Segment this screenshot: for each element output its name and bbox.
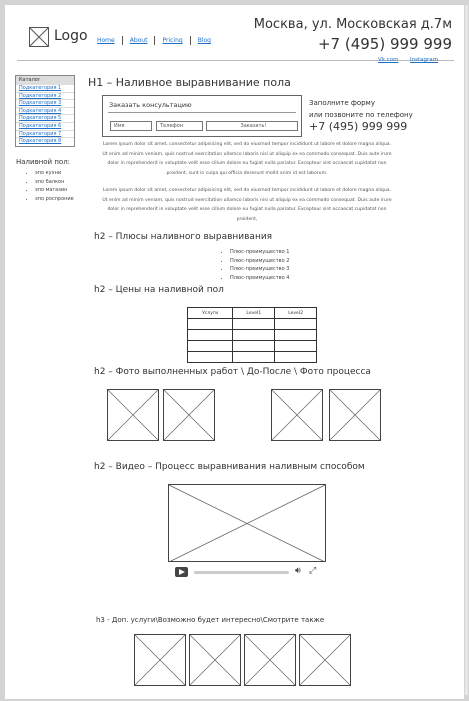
page-title: H1 – Наливное выравнивание пола xyxy=(88,76,291,89)
volume-icon[interactable]: 🔊︎ xyxy=(295,566,301,576)
prices-heading: h2 – Цены на наливной пол xyxy=(94,285,224,295)
sidebar-section-item[interactable]: • эпо кухни xyxy=(35,170,74,179)
plus-item: • Плюс-преимущество 1 xyxy=(230,249,289,258)
sidebar-section-item[interactable]: • эпо роспроние xyxy=(35,196,74,205)
video-progress-bar[interactable] xyxy=(194,571,289,574)
nav-home[interactable]: Home xyxy=(97,37,115,44)
table-header-cell: Level2 xyxy=(275,308,317,319)
header-address: Москва, ул. Московская д.7м xyxy=(253,17,452,32)
table-header-cell: Услуги xyxy=(188,308,233,319)
nav-blog[interactable]: Blog xyxy=(197,37,211,44)
table-cell xyxy=(233,330,275,341)
logo-text[interactable]: Logo xyxy=(54,28,88,44)
photo-placeholder[interactable] xyxy=(271,389,323,441)
related-placeholder[interactable] xyxy=(134,634,186,686)
form-side-text xyxy=(309,97,459,121)
video-controls xyxy=(168,561,326,580)
form-side-line2: или позвоните по телефону xyxy=(309,111,413,119)
text-paragraph-1: Lorem ipsum dolor sit amet, consectetur adipisicing elit, sed do eiusmod tempor incididunt ut labore et dolore magna aliqua. Ut enim ad minim veniam, quis nostrud exercitation ullamco laboris nisi ut aliquip ex ea commodo consequat. Duis aute irure dolor in reprehenderit in voluptate velit esse cillum dolore eu fugiat nulla pariatur. Excepteur sint occaecat cupidatat non proident, sunt in culpa qui officia deserunt mollit anim id est laborum. xyxy=(102,142,392,176)
table-header-cell: Level1 xyxy=(233,308,275,319)
table-cell xyxy=(233,319,275,330)
sidebar-menu-header: Каталог xyxy=(16,76,74,84)
photos-heading: h2 – Фото выполненных работ \ До-После \ Фото процесса xyxy=(94,367,371,377)
table-row xyxy=(188,330,317,341)
social-instagram-link[interactable]: Instagram xyxy=(410,57,438,63)
table-row xyxy=(188,319,317,330)
sidebar-section-item[interactable]: • эпо балкон xyxy=(35,179,74,188)
table-cell xyxy=(275,319,317,330)
nav-divider xyxy=(190,36,191,45)
pluses-heading: h2 – Плюсы наливного выравнивания xyxy=(94,232,273,242)
nav-divider xyxy=(122,36,123,45)
extra-services-heading: h3 - Доп. услуги\Возможно будет интересно\Смотрите также xyxy=(96,616,325,624)
page-scrollbar[interactable] xyxy=(465,5,468,695)
sidebar-item-7[interactable]: Подкатегория 7 xyxy=(16,130,74,138)
sidebar-item-6[interactable]: Подкатегория 6 xyxy=(16,122,74,130)
pluses-list xyxy=(230,249,289,283)
table-cell xyxy=(188,341,233,352)
plus-item: • Плюс-преимущество 4 xyxy=(230,275,289,284)
form-title: Заказать консультацию xyxy=(109,101,192,109)
table-cell xyxy=(275,330,317,341)
form-divider xyxy=(108,112,296,113)
table-cell xyxy=(275,341,317,352)
photo-placeholder[interactable] xyxy=(163,389,215,441)
nav-pricing[interactable]: Pricing xyxy=(162,37,183,44)
submit-button[interactable]: Заказать! xyxy=(206,121,298,131)
main-nav xyxy=(97,36,211,45)
table-header-row xyxy=(188,308,317,319)
social-vk-link[interactable]: Vk.com xyxy=(378,57,399,63)
table-cell xyxy=(188,319,233,330)
play-icon[interactable] xyxy=(175,567,188,577)
sidebar-section-item[interactable]: • эпо магазин xyxy=(35,187,74,196)
sidebar-section-list xyxy=(35,170,74,204)
logo-image[interactable] xyxy=(29,27,49,47)
table-row xyxy=(188,352,317,363)
sidebar-item-8[interactable]: Подкатегория 8 xyxy=(16,137,74,145)
photo-placeholder[interactable] xyxy=(107,389,159,441)
table-row xyxy=(188,341,317,352)
sidebar-item-5[interactable]: Подкатегория 5 xyxy=(16,114,74,122)
plus-item: • Плюс-преимущество 3 xyxy=(230,266,289,275)
fullscreen-icon[interactable]: ⤢ xyxy=(309,566,317,576)
plus-item: • Плюс-преимущество 2 xyxy=(230,258,289,267)
prices-table xyxy=(187,307,317,363)
name-input[interactable]: Имя xyxy=(110,121,152,131)
sidebar-item-4[interactable]: Подкатегория 4 xyxy=(16,107,74,115)
sidebar-item-1[interactable]: Подкатегория 1 xyxy=(16,84,74,92)
form-side-line1: Заполните форму xyxy=(309,99,375,107)
table-cell xyxy=(233,341,275,352)
nav-divider xyxy=(154,36,155,45)
header-phone[interactable]: +7 (495) 999 999 xyxy=(317,35,452,53)
nav-about[interactable]: About xyxy=(129,37,148,44)
form-side-phone[interactable]: +7 (495) 999 999 xyxy=(309,120,408,133)
page xyxy=(5,5,464,699)
video-heading: h2 – Видео – Процесс выравнивания наливным способом xyxy=(94,462,365,472)
sidebar-item-3[interactable]: Подкатегория 3 xyxy=(16,99,74,107)
related-placeholder[interactable] xyxy=(299,634,351,686)
related-placeholder[interactable] xyxy=(189,634,241,686)
sidebar-item-2[interactable]: Подкатегория 2 xyxy=(16,92,74,100)
table-cell xyxy=(233,352,275,363)
related-placeholder[interactable] xyxy=(244,634,296,686)
consultation-form xyxy=(102,95,302,137)
table-cell xyxy=(188,352,233,363)
table-cell xyxy=(275,352,317,363)
sidebar-section-title: Наливной пол: xyxy=(16,158,71,166)
sidebar-catalog-menu xyxy=(15,75,75,147)
text-paragraph-2: Lorem ipsum dolor sit amet, consectetur adipisicing elit, sed do eiusmod tempor incididunt ut labore et dolore magna aliqua. Ut enim ad minim veniam, quis nostrud exercitation ullamco laboris nisi ut aliquip ex ea commodo consequat. Duis aute irure dolor in reprehenderit in voluptate velit esse cillum dolore eu fugiat nulla pariatur. Excepteur sint occaecat cupidatat non proident, xyxy=(102,188,392,222)
photo-placeholder[interactable] xyxy=(329,389,381,441)
phone-input[interactable]: Телефон xyxy=(156,121,203,131)
table-cell xyxy=(188,330,233,341)
